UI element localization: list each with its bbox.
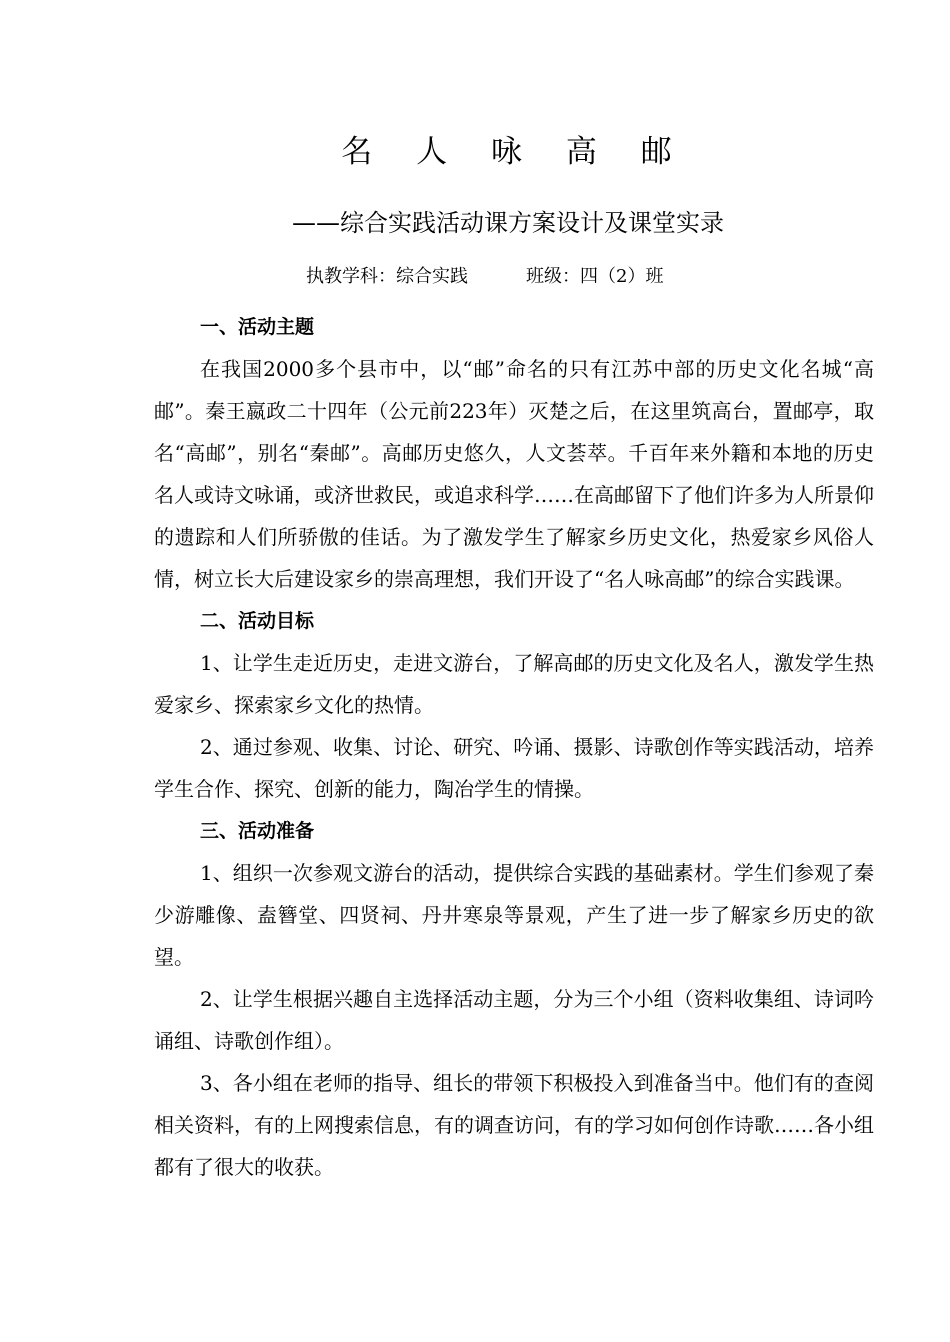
paragraph: 在我国2000多个县市中，以“邮”命名的只有江苏中部的历史文化名城“高邮”。秦王嬴政二十四年（公元前223年）灭楚之后，在这里筑高台，置邮亭，取名“高邮”，别名“秦邮”。高邮历史悠久，人文荟萃。千百年来外籍和本地的历史名人或诗文咏诵，或济世救民，或追求科学……在高邮留下了他们许多为人所景仰的遗踪和人们所骄傲的佳话。为了激发学生了解家乡历史文化，热爱家乡风俗人情，树立长大后建设家乡的崇高理想，我们开设了“名人咏高邮”的综合实践课。 <box>154 357 874 591</box>
paragraph: 1、组织一次参观文游台的活动，提供综合实践的基础素材。学生们参观了秦少游雕像、盍簪堂、四贤祠、丹井寒泉等景观，产生了进一步了解家乡历史的欲望。 <box>154 861 874 969</box>
section-heading: 三、活动准备 <box>200 820 315 842</box>
section-heading: 二、活动目标 <box>200 610 315 632</box>
document-subtitle: ——综合实践活动课方案设计及课堂实录 <box>292 209 724 237</box>
paragraph: 1、让学生走近历史，走进文游台，了解高邮的历史文化及名人，激发学生热爱家乡、探索家乡文化的热情。 <box>154 651 874 717</box>
paragraph: 3、各小组在老师的指导、组长的带领下积极投入到准备当中。他们有的查阅相关资料，有的上网搜索信息，有的调查访问，有的学习如何创作诗歌……各小组都有了很大的收获。 <box>154 1071 874 1179</box>
lesson-meta <box>306 262 663 288</box>
paragraph: 2、通过参观、收集、讨论、研究、吟诵、摄影、诗歌创作等实践活动，培养学生合作、探究、创新的能力，陶冶学生的情操。 <box>154 735 874 801</box>
class-label: 班级：四（2）班 <box>526 266 664 287</box>
section-heading: 一、活动主题 <box>200 316 315 338</box>
paragraph: 2、让学生根据兴趣自主选择活动主题，分为三个小组（资料收集组、诗词吟诵组、诗歌创作组）。 <box>154 987 874 1053</box>
subject-label: 执教学科：综合实践 <box>306 266 468 287</box>
document-body <box>154 306 874 1188</box>
document-title: 名 人 咏 高 邮 <box>341 134 689 170</box>
